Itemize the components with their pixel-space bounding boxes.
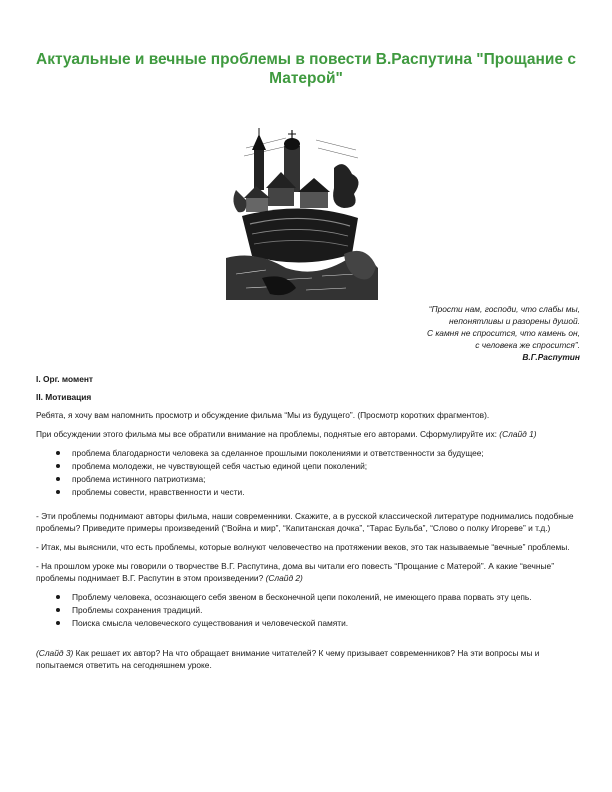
- list-item: проблема благодарности человека за сделанное прошлыми поколениями и ответственности за будущее;: [70, 447, 576, 459]
- eternal-problems-list: [70, 591, 576, 629]
- slide-reference: (Слайд 3): [36, 648, 74, 658]
- list-item: Проблему человека, осознающего себя звеном в бесконечной цепи поколений, не имеющего права порвать эту цепь.: [70, 591, 576, 603]
- paragraph: [36, 560, 576, 584]
- lesson-content: [36, 373, 576, 678]
- epigraph-line: непонятливы и разорены душой.: [449, 316, 580, 326]
- paragraph: [36, 647, 576, 671]
- epigraph-author: В.Г.Распутин: [522, 352, 580, 362]
- paragraph-text: - На прошлом уроке мы говорили о творчестве В.Г. Распутина, дома вы читали его повесть “Прощание с Матерой”. А какие “вечные” проблемы поднимает В.Г. Распутин в этом произведении?: [36, 561, 554, 583]
- list-item: проблема молодежи, не чувствующей себя частью единой цепи поколений;: [70, 460, 576, 472]
- list-item: проблемы совести, нравственности и чести.: [70, 486, 576, 498]
- list-item: проблема истинного патриотизма;: [70, 473, 576, 485]
- epigraph-line: С камня не спросится, что камень он,: [426, 328, 580, 338]
- paragraph: Ребята, я хочу вам напомнить просмотр и обсуждение фильма “Мы из будущего”. (Просмотр коротких фрагментов).: [36, 410, 490, 420]
- list-item: Проблемы сохранения традиций.: [70, 604, 576, 616]
- section-heading-motivation: II. Мотивация: [36, 392, 92, 402]
- list-item: Поиска смысла человеческого существования и человеческой памяти.: [70, 617, 576, 629]
- problems-list: [70, 447, 576, 498]
- paragraph-text: При обсуждении этого фильма мы все обратили внимание на проблемы, поднятые его авторами. Сформулируйте их:: [36, 429, 497, 439]
- paragraph-text: Как решает их автор? На что обращает внимание читателей? К чему призывает современников? На эти вопросы мы и попытаемся ответить на сегодняшнем уроке.: [36, 648, 540, 670]
- slide-reference: (Слайд 2): [265, 573, 303, 583]
- epigraph-line: с человека же спросится”.: [475, 340, 580, 350]
- paragraph: - Эти проблемы поднимают авторы фильма, наши современники. Скажите, а в русской классической литературе поднимались подобные проблемы? Приведите примеры произведений (“Война и мир”, “Капитанская дочка”, “Тарас Бульба”, “Слово о полку Игореве” и т.д.): [36, 511, 574, 533]
- engraving-island-village-illustration: [226, 128, 378, 300]
- slide-reference: (Слайд 1): [499, 429, 537, 439]
- paragraph: [36, 428, 576, 440]
- epigraph-line: “Прости нам, господи, что слабы мы,: [428, 304, 580, 314]
- section-heading-org: I. Орг. момент: [36, 374, 94, 384]
- paragraph: - Итак, мы выяснили, что есть проблемы, которые волнуют человечество на протяжении веков, это так называемые “вечные” проблемы.: [36, 542, 570, 552]
- epigraph: [280, 303, 580, 363]
- page-title: Актуальные и вечные проблемы в повести В.Распутина "Прощание с Матерой": [36, 51, 576, 87]
